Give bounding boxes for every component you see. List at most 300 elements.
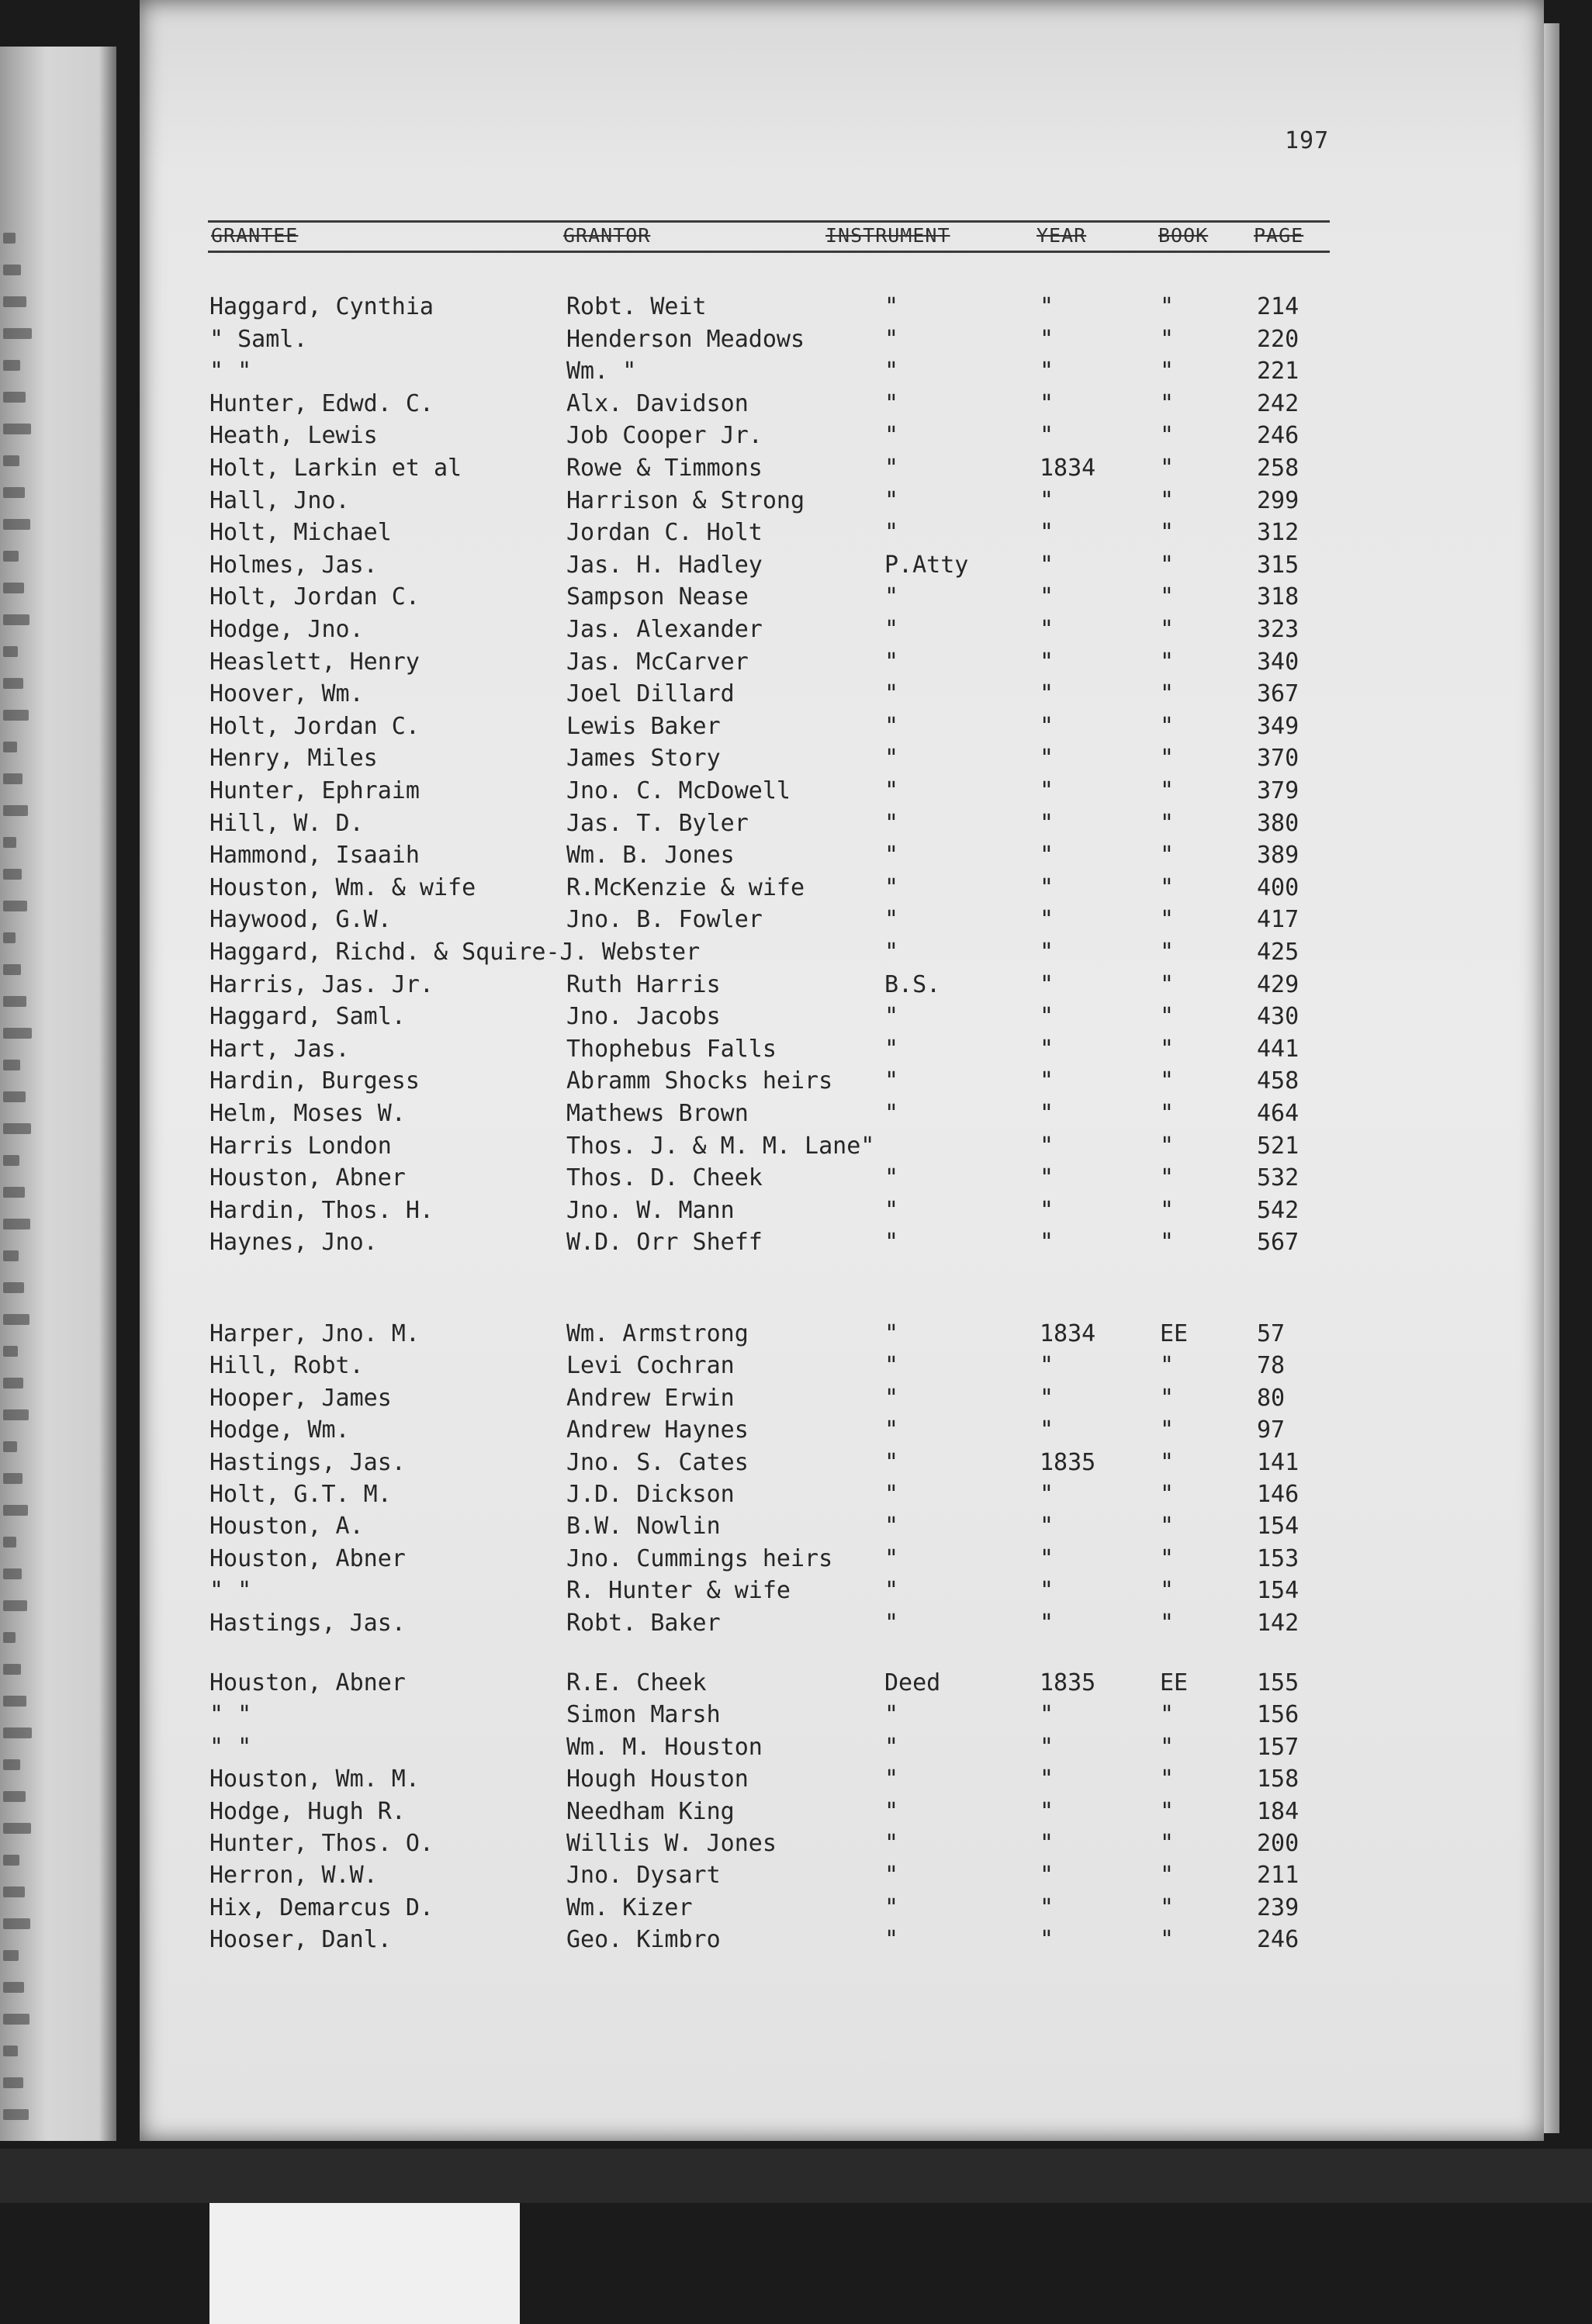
adjacent-page-text-mark [3, 551, 19, 562]
scanner-bottom-bar [0, 2149, 1592, 2203]
cell-year: " [1040, 970, 1054, 998]
cell-instrument: " [884, 1577, 899, 1605]
cell-instrument: " [884, 583, 899, 611]
cell-year: " [1040, 1196, 1054, 1224]
cell-year: " [1040, 551, 1054, 579]
cell-year: " [1040, 293, 1054, 320]
cell-instrument: " [884, 1384, 899, 1412]
cell-grantor: Mathews Brown [566, 1100, 749, 1127]
cell-instrument: " [884, 1765, 899, 1793]
cell-page: 567 [1257, 1229, 1300, 1257]
cell-year: " [1040, 519, 1054, 547]
cell-page: 299 [1257, 486, 1300, 514]
cell-book: " [1160, 1352, 1175, 1380]
cell-page: 141 [1257, 1448, 1300, 1476]
cell-grantee: Hastings, Jas. [209, 1609, 406, 1637]
cell-page: 142 [1257, 1609, 1300, 1637]
cell-instrument: " [884, 486, 899, 514]
cell-page: 315 [1257, 551, 1300, 579]
adjacent-page-text-mark [3, 1378, 23, 1389]
cell-year: " [1040, 1003, 1054, 1031]
cell-page: 400 [1257, 873, 1300, 901]
adjacent-page-text-mark [3, 1600, 27, 1611]
adjacent-page-text-mark [3, 1568, 22, 1579]
cell-instrument: P.Atty [884, 551, 969, 579]
header-grantor: GRANTOR [563, 224, 651, 247]
cell-grantee: Holt, Larkin et al [209, 455, 462, 482]
cell-book: " [1160, 422, 1175, 450]
cell-book: " [1160, 648, 1175, 676]
cell-grantee: Hodge, Hugh R. [209, 1797, 406, 1825]
adjacent-page-text-mark [3, 296, 26, 307]
adjacent-page-text-mark [3, 2014, 29, 2025]
cell-grantor: Sampson Nease [566, 583, 749, 611]
header-instrument: INSTRUMENT [825, 224, 950, 247]
cell-grantee: Harris, Jas. Jr. [209, 970, 434, 998]
cell-year: " [1040, 873, 1054, 901]
cell-grantor: Jas. Alexander [566, 616, 763, 643]
cell-book: " [1160, 1035, 1175, 1063]
header-grantee: GRANTEE [211, 224, 299, 247]
cell-page: 542 [1257, 1196, 1300, 1224]
cell-year: " [1040, 1893, 1054, 1921]
cell-grantee: Hall, Jno. [209, 486, 350, 514]
cell-page: 380 [1257, 809, 1300, 837]
cell-grantee: " " [209, 1577, 252, 1605]
cell-grantee: Herron, W.W. [209, 1862, 378, 1890]
cell-grantor: Andrew Erwin [566, 1384, 735, 1412]
adjacent-page-text-mark [3, 265, 21, 275]
cell-instrument: " [884, 842, 899, 870]
cell-book: " [1160, 873, 1175, 901]
cell-instrument: " [884, 712, 899, 740]
cell-grantor: Abramm Shocks heirs [566, 1067, 833, 1095]
cell-book: " [1160, 358, 1175, 386]
cell-page: 429 [1257, 970, 1300, 998]
cell-instrument: " [884, 1320, 899, 1347]
adjacent-page-text-mark [3, 1982, 24, 1993]
cell-page: 430 [1257, 1003, 1300, 1031]
cell-grantor: James Story [566, 745, 721, 773]
cell-book: " [1160, 680, 1175, 708]
adjacent-page-text-mark [3, 455, 19, 466]
header-page: PAGE [1254, 224, 1304, 247]
cell-instrument: " [884, 873, 899, 901]
cell-grantee: Holmes, Jas. [209, 551, 378, 579]
deed-index-table [209, 0, 1373, 2141]
cell-grantor: Jas. H. Hadley [566, 551, 763, 579]
cell-grantor: Robt. Weit [566, 293, 707, 320]
cell-instrument: " [884, 1352, 899, 1380]
cell-year: " [1040, 1035, 1054, 1063]
cell-instrument: " [884, 1926, 899, 1954]
adjacent-page-text-mark [3, 1791, 26, 1802]
cell-book: " [1160, 1196, 1175, 1224]
cell-page: 242 [1257, 389, 1300, 417]
cell-page: 184 [1257, 1797, 1300, 1825]
cell-grantor: Jno. W. Mann [566, 1196, 735, 1224]
cell-instrument: " [884, 1448, 899, 1476]
cell-year: " [1040, 325, 1054, 353]
cell-book: " [1160, 1765, 1175, 1793]
adjacent-page-text-mark [3, 519, 30, 530]
cell-page: 220 [1257, 325, 1300, 353]
cell-book: EE [1160, 1669, 1189, 1696]
cell-instrument: " [884, 1733, 899, 1761]
cell-page: 532 [1257, 1164, 1300, 1192]
cell-grantee: Hardin, Thos. H. [209, 1196, 434, 1224]
cell-page: 367 [1257, 680, 1300, 708]
cell-book: " [1160, 1733, 1175, 1761]
cell-year: " [1040, 583, 1054, 611]
cell-page: 156 [1257, 1701, 1300, 1729]
cell-grantor: R.McKenzie & wife [566, 873, 805, 901]
cell-instrument: B.S. [884, 970, 941, 998]
cell-instrument: " [884, 422, 899, 450]
cell-instrument: " [884, 1229, 899, 1257]
cell-page: 221 [1257, 358, 1300, 386]
cell-grantee: Hill, W. D. [209, 809, 364, 837]
cell-grantor: Jas. McCarver [566, 648, 749, 676]
adjacent-page-text-mark [3, 1028, 32, 1039]
cell-book: " [1160, 1513, 1175, 1541]
cell-grantee: Haynes, Jno. [209, 1229, 378, 1257]
adjacent-page-text-mark [3, 932, 16, 943]
cell-page: 323 [1257, 616, 1300, 643]
cell-instrument: " [884, 939, 899, 966]
cell-book: EE [1160, 1320, 1189, 1347]
cell-grantor: Hough Houston [566, 1765, 749, 1793]
cell-grantor: J.D. Dickson [566, 1481, 735, 1508]
cell-page: 80 [1257, 1384, 1286, 1412]
cell-grantee: Hix, Demarcus D. [209, 1893, 434, 1921]
cell-page: 464 [1257, 1100, 1300, 1127]
cell-grantor: Jno. Cummings heirs [566, 1544, 833, 1572]
cell-book: " [1160, 1100, 1175, 1127]
adjacent-page-text-mark [3, 1441, 17, 1452]
adjacent-page-text-mark [3, 1918, 30, 1929]
adjacent-page-text-mark [3, 2046, 18, 2056]
cell-year: 1835 [1040, 1448, 1096, 1476]
cell-page: 312 [1257, 519, 1300, 547]
cell-year: " [1040, 1544, 1054, 1572]
cell-grantee: Hunter, Ephraim [209, 777, 420, 804]
adjacent-page-text-mark [3, 1505, 28, 1516]
cell-instrument: Deed [884, 1669, 941, 1696]
cell-book: " [1160, 1797, 1175, 1825]
cell-grantee: Haggard, Cynthia [209, 293, 434, 320]
cell-year: 1834 [1040, 455, 1096, 482]
cell-grantee: Hodge, Wm. [209, 1416, 350, 1444]
cell-book: " [1160, 486, 1175, 514]
cell-grantor: Wm. Kizer [566, 1893, 693, 1921]
adjacent-page-text-mark [3, 392, 26, 403]
cell-grantor: Harrison & Strong [566, 486, 805, 514]
cell-grantee: Henry, Miles [209, 745, 378, 773]
cell-page: 239 [1257, 1893, 1300, 1921]
cell-instrument: " [884, 1893, 899, 1921]
cell-year: " [1040, 1926, 1054, 1954]
cell-page: 340 [1257, 648, 1300, 676]
cell-grantee: Hodge, Jno. [209, 616, 364, 643]
adjacent-page-text-mark [3, 1632, 16, 1643]
cell-page: 157 [1257, 1733, 1300, 1761]
cell-year: " [1040, 1100, 1054, 1127]
cell-grantor: Wm. B. Jones [566, 842, 735, 870]
cell-grantor: Job Cooper Jr. [566, 422, 763, 450]
cell-instrument: " [884, 1862, 899, 1890]
cell-year: " [1040, 777, 1054, 804]
cell-grantor: Needham King [566, 1797, 735, 1825]
cell-grantee: Harris London [209, 1132, 392, 1160]
cell-year: " [1040, 616, 1054, 643]
cell-year: " [1040, 939, 1054, 966]
cell-instrument: " [884, 1481, 899, 1508]
cell-grantor: Ruth Harris [566, 970, 721, 998]
cell-instrument: " [884, 455, 899, 482]
cell-grantee: Hoover, Wm. [209, 680, 364, 708]
adjacent-page-text-mark [3, 1950, 19, 1961]
cell-grantee: Helm, Moses W. [209, 1100, 406, 1127]
cell-year: " [1040, 1132, 1054, 1160]
cell-grantee: Harper, Jno. M. [209, 1320, 420, 1347]
cell-instrument: " [884, 1544, 899, 1572]
adjacent-page-text-mark [3, 233, 16, 244]
cell-grantor: Joel Dillard [566, 680, 735, 708]
cell-year: " [1040, 358, 1054, 386]
cell-book: " [1160, 293, 1175, 320]
cell-book: " [1160, 1416, 1175, 1444]
cell-grantor: W.D. Orr Sheff [566, 1229, 763, 1257]
adjacent-page-text-mark [3, 1696, 26, 1707]
cell-year: " [1040, 1701, 1054, 1729]
cell-book: " [1160, 455, 1175, 482]
cell-grantor: B.W. Nowlin [566, 1513, 721, 1541]
cell-book: " [1160, 389, 1175, 417]
cell-instrument: " [884, 519, 899, 547]
cell-instrument: " [884, 809, 899, 837]
adjacent-page-text-mark [3, 487, 25, 498]
adjacent-page-text-mark [3, 1123, 31, 1134]
cell-year: " [1040, 486, 1054, 514]
cell-page: 158 [1257, 1765, 1300, 1793]
cell-grantor: Wm. Armstrong [566, 1320, 749, 1347]
cell-page: 318 [1257, 583, 1300, 611]
cell-grantee: Heaslett, Henry [209, 648, 420, 676]
cell-grantee: Houston, Wm. M. [209, 1765, 420, 1793]
cell-book: " [1160, 1701, 1175, 1729]
adjacent-page-text-mark [3, 1282, 24, 1293]
adjacent-page-text-mark [3, 996, 26, 1007]
cell-year: " [1040, 1384, 1054, 1412]
cell-year: " [1040, 745, 1054, 773]
cell-book: " [1160, 1577, 1175, 1605]
cell-page: 417 [1257, 906, 1300, 934]
cell-book: " [1160, 1229, 1175, 1257]
cell-book: " [1160, 1544, 1175, 1572]
cell-book: " [1160, 1830, 1175, 1857]
cell-year: " [1040, 1352, 1054, 1380]
cell-book: " [1160, 1609, 1175, 1637]
cell-grantee: Holt, Michael [209, 519, 392, 547]
adjacent-page-text-mark [3, 1346, 18, 1357]
cell-year: " [1040, 1513, 1054, 1541]
cell-grantor: Jno. Jacobs [566, 1003, 721, 1031]
cell-book: " [1160, 745, 1175, 773]
cell-year: " [1040, 712, 1054, 740]
cell-grantor: Jno. Dysart [566, 1862, 721, 1890]
cell-book: " [1160, 906, 1175, 934]
cell-book: " [1160, 1448, 1175, 1476]
cell-year: " [1040, 1416, 1054, 1444]
cell-grantee: Holt, G.T. M. [209, 1481, 392, 1508]
adjacent-page-text-mark [3, 614, 29, 625]
cell-grantor: Willis W. Jones [566, 1830, 777, 1857]
cell-grantee: " Saml. [209, 325, 308, 353]
adjacent-page-text-mark [3, 1664, 21, 1675]
cell-grantor: Robt. Baker [566, 1609, 721, 1637]
cell-grantee: Hill, Robt. [209, 1352, 364, 1380]
cell-grantee: Houston, Abner [209, 1544, 406, 1572]
cell-instrument: " [884, 616, 899, 643]
cell-page: 246 [1257, 422, 1300, 450]
cell-instrument: " [884, 1609, 899, 1637]
cell-book: " [1160, 519, 1175, 547]
cell-year: 1835 [1040, 1669, 1096, 1696]
adjacent-page-text-mark [3, 901, 27, 911]
cell-book: " [1160, 939, 1175, 966]
cell-page: 214 [1257, 293, 1300, 320]
cell-year: " [1040, 648, 1054, 676]
cell-page: 379 [1257, 777, 1300, 804]
cell-instrument: " [884, 1196, 899, 1224]
cell-page: 441 [1257, 1035, 1300, 1063]
cell-grantee: " " [209, 1701, 252, 1729]
cell-grantee: Hart, Jas. [209, 1035, 350, 1063]
cell-grantee: Hunter, Thos. O. [209, 1830, 434, 1857]
cell-instrument: " [884, 1164, 899, 1192]
cell-book: " [1160, 1067, 1175, 1095]
cell-year: " [1040, 1164, 1054, 1192]
adjacent-page-text-mark [3, 1887, 25, 1897]
adjacent-page-text-mark [3, 1219, 30, 1229]
cell-book: " [1160, 1132, 1175, 1160]
cell-instrument: " [884, 1003, 899, 1031]
cell-book: " [1160, 551, 1175, 579]
cell-page: 146 [1257, 1481, 1300, 1508]
cell-book: " [1160, 777, 1175, 804]
cell-page: 97 [1257, 1416, 1286, 1444]
cell-book: " [1160, 842, 1175, 870]
cell-year: " [1040, 809, 1054, 837]
cell-page: 246 [1257, 1926, 1300, 1954]
cell-book: " [1160, 970, 1175, 998]
adjacent-page-text-mark [3, 1314, 29, 1325]
cell-grantee: Hooper, James [209, 1384, 392, 1412]
adjacent-page-text-mark [3, 710, 29, 721]
adjacent-page-text-mark [3, 1855, 19, 1866]
cell-grantor: Wm. M. Houston [566, 1733, 763, 1761]
cell-page: 389 [1257, 842, 1300, 870]
cell-grantee: Houston, Wm. & wife [209, 873, 476, 901]
cell-year: " [1040, 680, 1054, 708]
cell-page: 521 [1257, 1132, 1300, 1160]
cell-grantor: Thophebus Falls [566, 1035, 777, 1063]
cell-instrument: " [884, 389, 899, 417]
adjacent-page-text-mark [3, 424, 31, 434]
cell-instrument: " [884, 648, 899, 676]
cell-page: 154 [1257, 1577, 1300, 1605]
cell-instrument: " [884, 1067, 899, 1095]
adjacent-page-text-mark [3, 1823, 31, 1834]
cell-instrument: " [884, 1416, 899, 1444]
adjacent-page-text-mark [3, 964, 21, 975]
cell-instrument: " [884, 1830, 899, 1857]
cell-grantor: R. Hunter & wife [566, 1577, 791, 1605]
adjacent-page-text-mark [3, 328, 32, 339]
cell-grantor: Thos. J. & M. M. Lane" [566, 1132, 875, 1160]
cell-page: 155 [1257, 1669, 1300, 1696]
header-year: YEAR [1037, 224, 1087, 247]
cell-grantee: Hunter, Edwd. C. [209, 389, 434, 417]
cell-grantee: Hooser, Danl. [209, 1926, 392, 1954]
cell-year: " [1040, 906, 1054, 934]
header-book: BOOK [1158, 224, 1209, 247]
cell-year: " [1040, 1733, 1054, 1761]
adjacent-page-text-mark [3, 869, 22, 880]
cell-grantor: Jas. T. Byler [566, 809, 749, 837]
cell-year: " [1040, 1481, 1054, 1508]
cell-instrument: " [884, 906, 899, 934]
adjacent-page-text-mark [3, 1155, 19, 1166]
adjacent-page-text-mark [3, 1759, 20, 1770]
cell-book: " [1160, 712, 1175, 740]
cell-year: " [1040, 1765, 1054, 1793]
cell-book: " [1160, 1481, 1175, 1508]
cell-grantee: Haywood, G.W. [209, 906, 392, 934]
cell-grantor: Henderson Meadows [566, 325, 805, 353]
adjacent-page-text-mark [3, 583, 24, 593]
cell-book: " [1160, 1003, 1175, 1031]
page-number: 197 [1285, 127, 1330, 154]
cell-book: " [1160, 809, 1175, 837]
adjacent-page-text-mark [3, 2077, 23, 2088]
cell-grantee: Houston, Abner [209, 1164, 406, 1192]
cell-grantee: Holt, Jordan C. [209, 583, 420, 611]
cell-grantee: " " [209, 1733, 252, 1761]
scanner-bottom-tab [209, 2203, 520, 2324]
cell-page: 370 [1257, 745, 1300, 773]
cell-year: 1834 [1040, 1320, 1096, 1347]
adjacent-page-text-mark [3, 773, 22, 784]
cell-instrument: " [884, 1035, 899, 1063]
cell-year: " [1040, 1797, 1054, 1825]
cell-year: " [1040, 1577, 1054, 1605]
cell-page: 78 [1257, 1352, 1286, 1380]
adjacent-page-text-mark [3, 1537, 16, 1548]
cell-book: " [1160, 616, 1175, 643]
cell-year: " [1040, 422, 1054, 450]
cell-year: " [1040, 1830, 1054, 1857]
cell-grantor: Jordan C. Holt [566, 519, 763, 547]
cell-grantee: Holt, Jordan C. [209, 712, 420, 740]
cell-year: " [1040, 1229, 1054, 1257]
cell-page: 153 [1257, 1544, 1300, 1572]
cell-grantor: Wm. " [566, 358, 637, 386]
adjacent-page-text-mark [3, 742, 17, 752]
cell-instrument: " [884, 1701, 899, 1729]
cell-book: " [1160, 325, 1175, 353]
